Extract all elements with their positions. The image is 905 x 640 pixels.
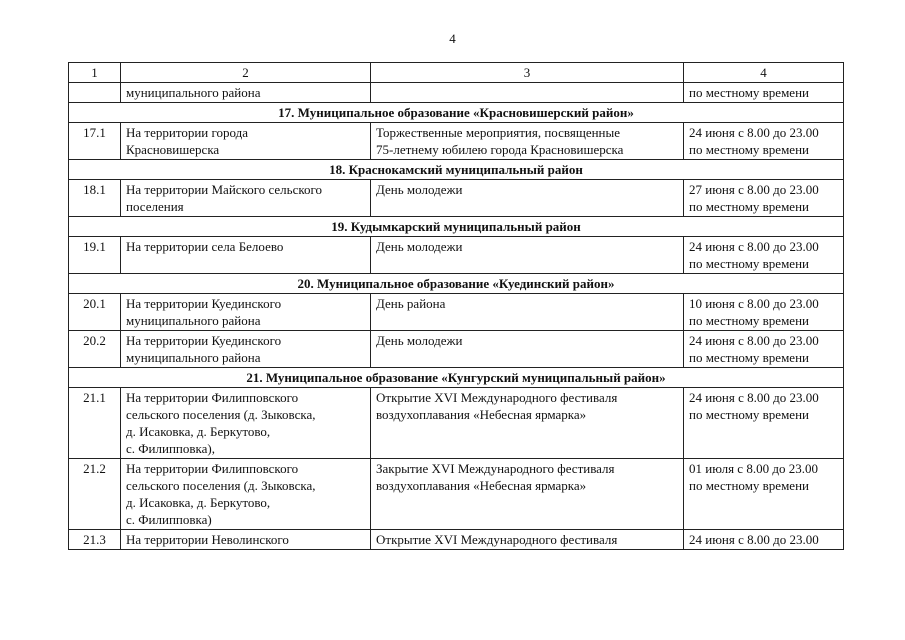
column-number-2: 2 (121, 63, 371, 83)
event-cell: Торжественные мероприятия, посвященные 75-летнему юбилею города Красновишерска (371, 123, 684, 160)
column-number-4: 4 (684, 63, 844, 83)
time-cell: 01 июля с 8.00 до 23.00 по местному времени (684, 459, 844, 530)
event-cell: Открытие XVI Международного фестиваля воздухоплавания «Небесная ярмарка» (371, 388, 684, 459)
event-cell: День молодежи (371, 180, 684, 217)
table-row (69, 180, 844, 217)
table-row (69, 294, 844, 331)
time-cell: 24 июня с 8.00 до 23.00 по местному времени (684, 388, 844, 459)
section-title: 19. Кудымкарский муниципальный район (69, 217, 844, 237)
section-title: 21. Муниципальное образование «Кунгурский муниципальный район» (69, 368, 844, 388)
time-cell: по местному времени (684, 83, 844, 103)
event-cell: День молодежи (371, 237, 684, 274)
table-row (69, 123, 844, 160)
place-cell: На территории города Красновишерска (121, 123, 371, 160)
place-cell: На территории села Белоево (121, 237, 371, 274)
row-number-cell: 20.1 (69, 294, 121, 331)
events-table (68, 62, 844, 550)
time-cell: 24 июня с 8.00 до 23.00 (684, 530, 844, 550)
row-number-cell: 17.1 (69, 123, 121, 160)
table-row (69, 530, 844, 550)
place-cell: На территории Куединского муниципального района (121, 294, 371, 331)
section-header-row (69, 274, 844, 294)
time-cell: 24 июня с 8.00 до 23.00 по местному времени (684, 237, 844, 274)
table-row (69, 459, 844, 530)
table-row (69, 237, 844, 274)
column-number-1: 1 (69, 63, 121, 83)
row-number-cell: 20.2 (69, 331, 121, 368)
event-cell: Закрытие XVI Международного фестиваля воздухоплавания «Небесная ярмарка» (371, 459, 684, 530)
section-title: 18. Краснокамский муниципальный район (69, 160, 844, 180)
row-number-cell: 19.1 (69, 237, 121, 274)
row-number-cell: 21.3 (69, 530, 121, 550)
table-header-row (69, 63, 844, 83)
section-header-row (69, 103, 844, 123)
section-header-row (69, 160, 844, 180)
section-header-row (69, 217, 844, 237)
table-row (69, 388, 844, 459)
continuation-row (69, 83, 844, 103)
event-cell: День района (371, 294, 684, 331)
time-cell: 10 июня с 8.00 до 23.00 по местному времени (684, 294, 844, 331)
row-number-cell: 21.1 (69, 388, 121, 459)
event-cell (371, 83, 684, 103)
row-number-cell: 18.1 (69, 180, 121, 217)
section-header-row (69, 368, 844, 388)
event-cell: Открытие XVI Международного фестиваля (371, 530, 684, 550)
place-cell: На территории Филипповского сельского поселения (д. Зыковска, д. Исаковка, д. Беркутово, с. Филипповка) (121, 459, 371, 530)
page-number: 4 (449, 31, 456, 46)
section-title: 17. Муниципальное образование «Красновишерский район» (69, 103, 844, 123)
table-row (69, 331, 844, 368)
place-cell: На территории Майского сельского поселения (121, 180, 371, 217)
time-cell: 24 июня с 8.00 до 23.00 по местному времени (684, 123, 844, 160)
place-cell: На территории Куединского муниципального района (121, 331, 371, 368)
section-title: 20. Муниципальное образование «Куединский район» (69, 274, 844, 294)
place-cell: На территории Филипповского сельского поселения (д. Зыковска, д. Исаковка, д. Беркутово, с. Филипповка), (121, 388, 371, 459)
event-cell: День молодежи (371, 331, 684, 368)
place-cell: На территории Неволинского (121, 530, 371, 550)
row-number-cell (69, 83, 121, 103)
column-number-3: 3 (371, 63, 684, 83)
place-cell: муниципального района (121, 83, 371, 103)
row-number-cell: 21.2 (69, 459, 121, 530)
time-cell: 27 июня с 8.00 до 23.00 по местному времени (684, 180, 844, 217)
time-cell: 24 июня с 8.00 до 23.00 по местному времени (684, 331, 844, 368)
